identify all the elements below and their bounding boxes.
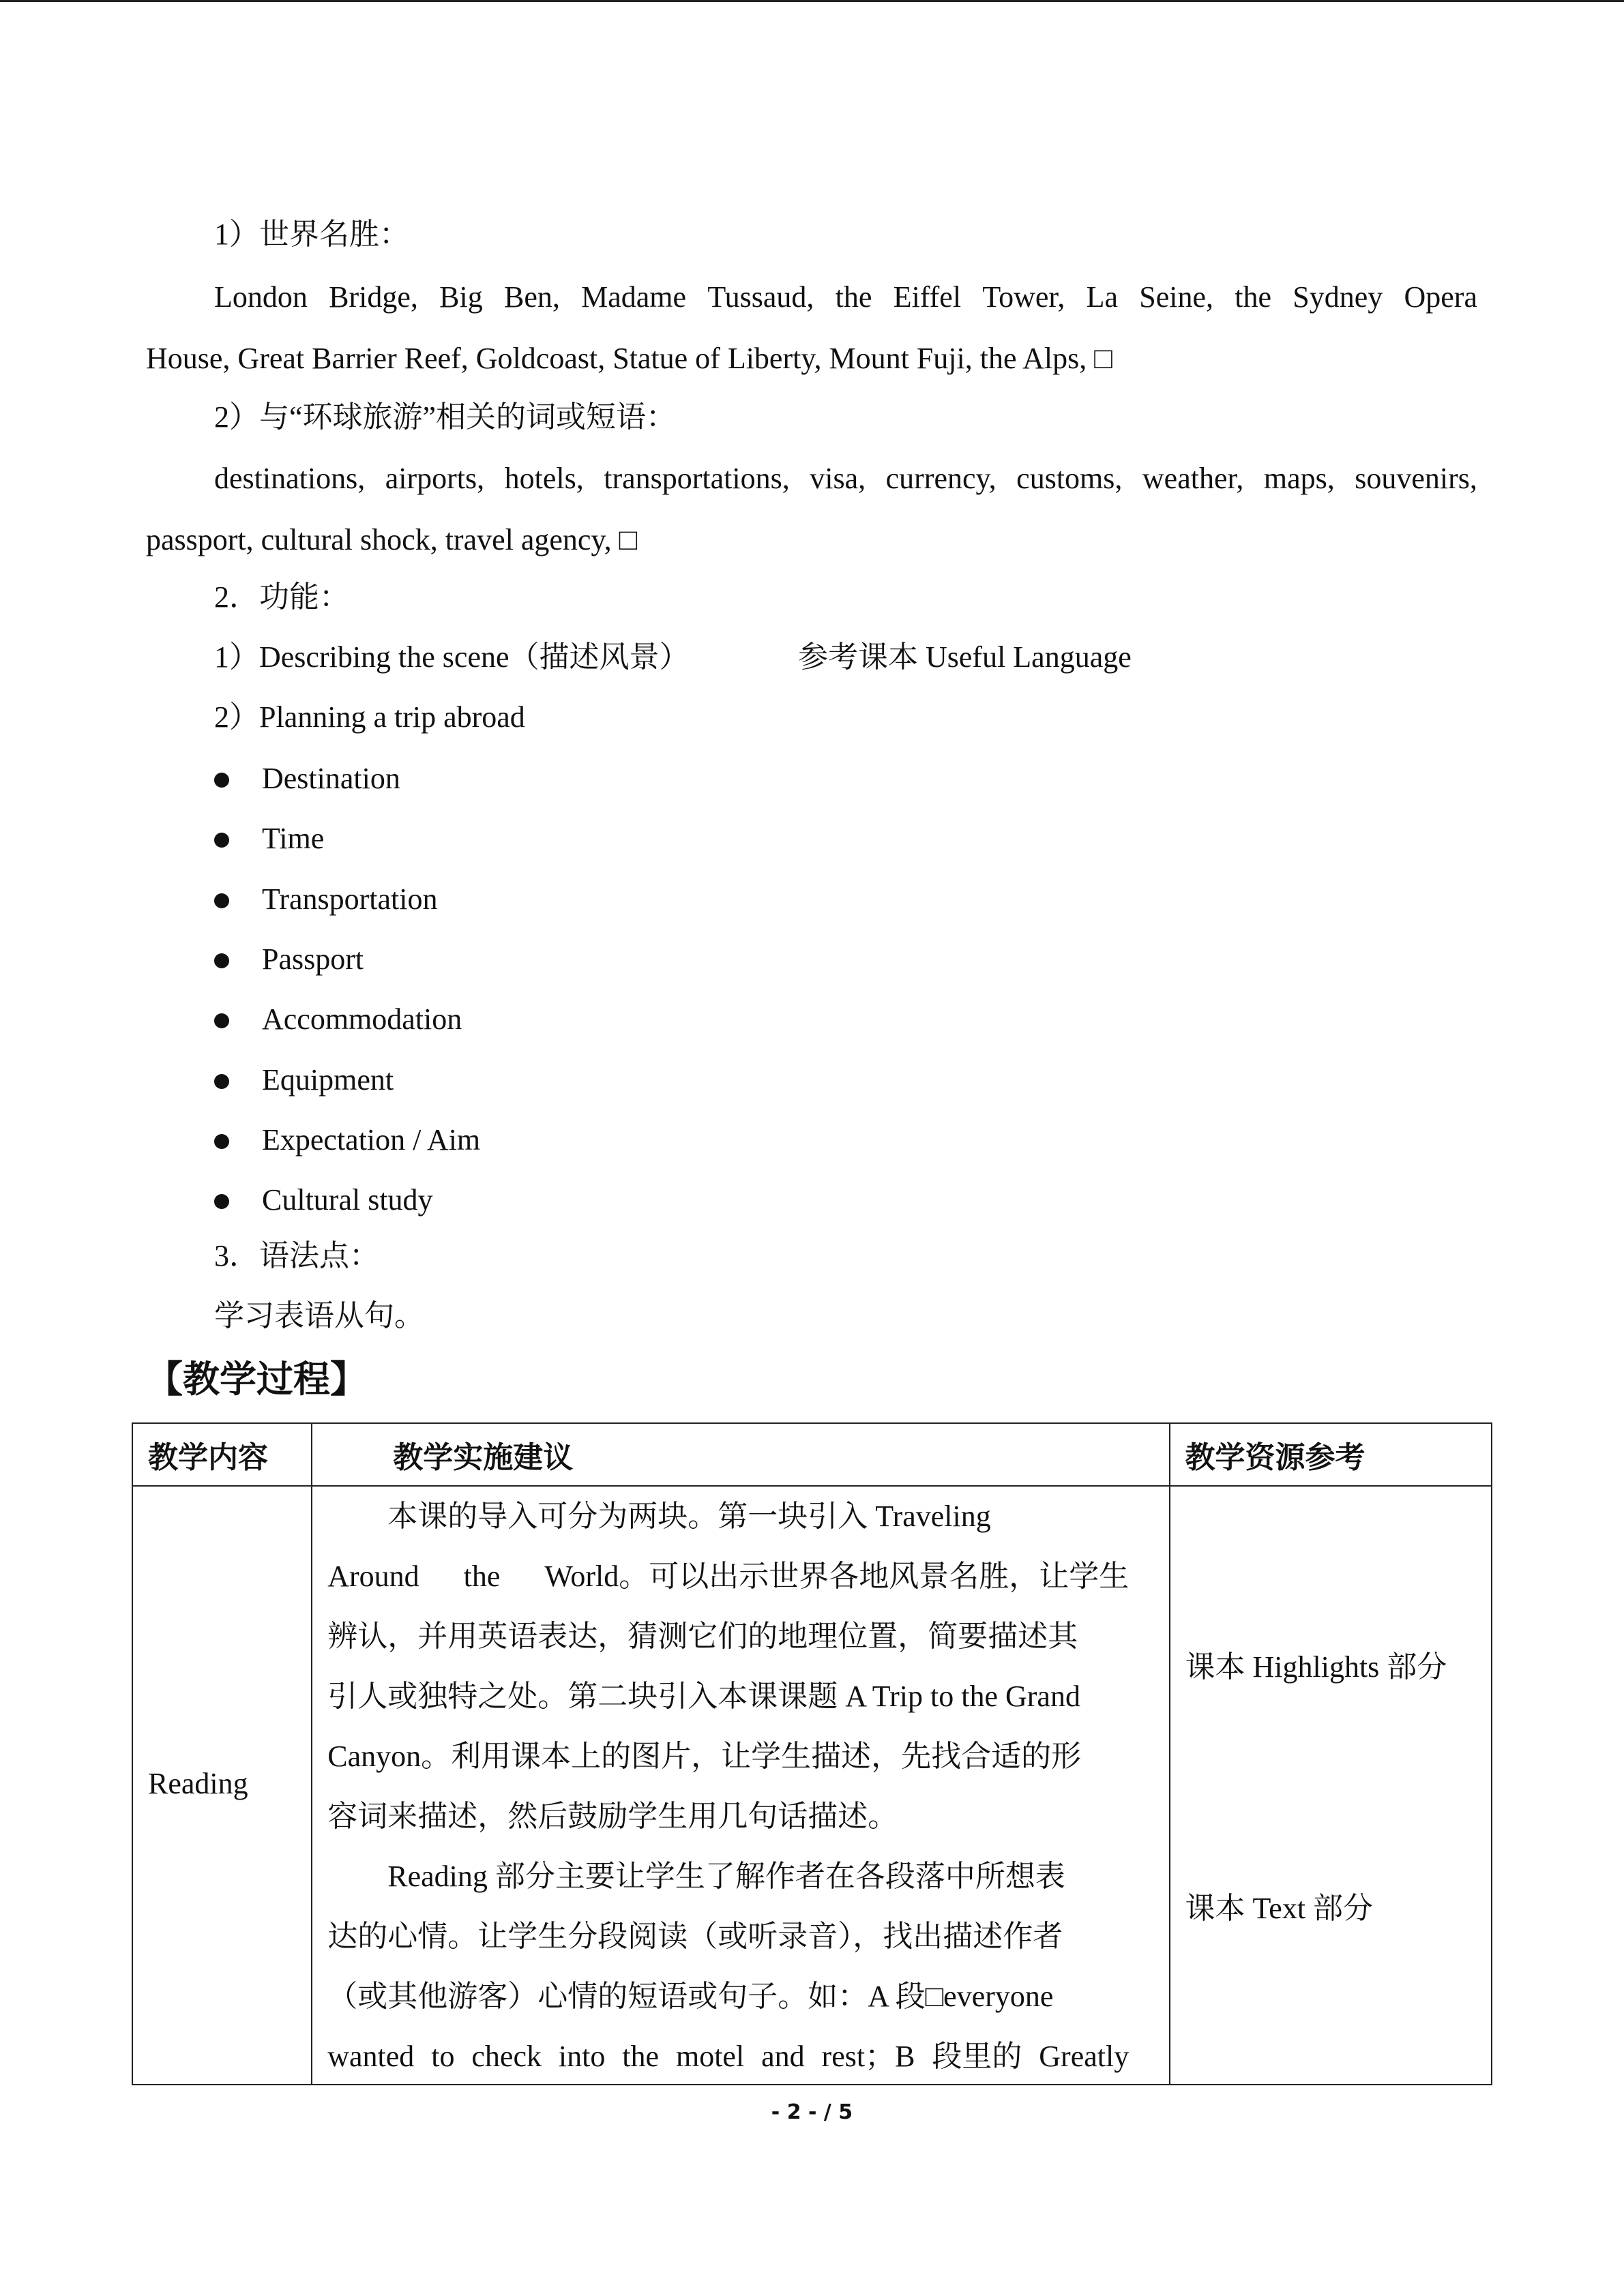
para1-line-6: 容词来描述，然后鼓励学生用几句话描述。 [327, 1800, 898, 1833]
bullet-dot-icon [214, 833, 229, 848]
para2-word: to [431, 2040, 455, 2073]
page-number: - 2 - / 5 [771, 2100, 853, 2124]
item1-heading: 1）世界名胜： [214, 218, 409, 251]
bullet-text: Cultural study [262, 1183, 433, 1217]
travel-word: hotels, [504, 462, 584, 495]
resource-text: 课本 Text 部分 [1185, 1892, 1374, 1925]
function-1: 1）Describing the scene（描述风景） [214, 640, 690, 674]
travel-word: visa, [810, 462, 866, 495]
item2-heading: 2）与“环球旅游”相关的词或短语： [214, 400, 677, 434]
travel-word: maps, [1263, 462, 1335, 495]
grammar-point: 学习表语从句。 [214, 1299, 424, 1332]
function-1-reference: 参考课本 Useful Language [798, 640, 1132, 674]
landmark-word: London [214, 280, 308, 314]
para1-word: the [463, 1560, 501, 1593]
para2-word: into [558, 2040, 606, 2073]
content-cell [132, 1486, 312, 2085]
landmark-word: Opera [1404, 280, 1477, 314]
travel-words-line-1 [214, 458, 1477, 499]
bullet-text: Destination [262, 762, 400, 795]
para1-line-4: 引人或独特之处。第二块引入本课课题 A Trip to the Grand [327, 1680, 1080, 1713]
travel-word: destinations, [214, 462, 366, 495]
bullet-dot-icon [214, 1013, 229, 1028]
travel-word: customs, [1016, 462, 1123, 495]
bullet-text: Time [262, 822, 325, 856]
landmark-word: La [1086, 280, 1118, 314]
landmark-word: Seine, [1139, 280, 1213, 314]
travel-word: weather, [1142, 462, 1244, 495]
para2-word: Greatly [1039, 2040, 1130, 2073]
section3-heading: 3．语法点： [214, 1239, 379, 1272]
bullet-text: Accommodation [262, 1002, 462, 1037]
para2-line-3: （或其他游客）心情的短语或句子。如：A 段□everyone [327, 1980, 1054, 2013]
landmark-word: Eiffel [893, 280, 962, 314]
function-2: 2）Planning a trip abroad [214, 700, 525, 734]
suggestion-paragraph-1 [327, 1487, 1129, 1847]
para2-word: motel [675, 2040, 745, 2073]
landmark-word: the [1235, 280, 1271, 314]
para2-word: the [622, 2040, 660, 2073]
para1-word: Around [327, 1560, 419, 1593]
teaching-process-table [132, 1422, 1492, 2085]
para1-line-1: 本课的导入可分为两块。第一块引入 Traveling [387, 1500, 991, 1533]
landmark-word: Sydney [1293, 280, 1383, 314]
landmark-word: Tussaud, [707, 280, 814, 314]
landmarks-line-2: House, Great Barrier Reef, Goldcoast, Statue of Liberty, Mount Fuji, the Alps, □ [146, 342, 1112, 375]
header-resources: 教学资源参考 [1170, 1423, 1492, 1486]
bullet-text: Expectation / Aim [262, 1122, 481, 1157]
bullet-dot-icon [214, 1194, 229, 1209]
resource-highlights: 课本 Highlights 部分 [1185, 1650, 1447, 1684]
para2-line-1: Reading 部分主要让学生了解作者在各段落中所想表 [387, 1860, 1065, 1893]
table-header-row [132, 1423, 1492, 1486]
para1-line-2 [327, 1547, 1129, 1607]
bullet-dot-icon [214, 773, 229, 788]
para2-word: and [761, 2040, 805, 2073]
bullet-dot-icon [214, 953, 229, 968]
suggestion-paragraph-2 [327, 1847, 1129, 2087]
travel-word: souvenirs, [1355, 462, 1477, 495]
para2-word: 段里的 [932, 2040, 1022, 2073]
bullet-dot-icon [214, 893, 229, 908]
landmark-word: Ben, [503, 280, 560, 314]
suggestions-cell [312, 1486, 1169, 2085]
bullet-text: Transportation [262, 882, 438, 916]
landmarks-line-1 [214, 277, 1477, 318]
bullet-text: Equipment [262, 1062, 394, 1097]
landmark-word: Big [439, 280, 483, 314]
header-suggestions: 教学实施建议 [312, 1423, 1169, 1486]
bullet-dot-icon [214, 1074, 229, 1089]
para1-line-5: Canyon。利用课本上的图片，让学生描述，先找合适的形 [327, 1740, 1082, 1773]
landmark-word: Bridge, [329, 280, 418, 314]
para1-line-3: 辨认，并用英语表达，猜测它们的地理位置，简要描述其 [327, 1620, 1078, 1653]
resources-cell [1170, 1486, 1492, 2085]
section2-heading: 2．功能： [214, 580, 349, 614]
landmark-word: Tower, [982, 280, 1065, 314]
para1-word: World。可以出示世界各地风景名胜，让学生 [544, 1560, 1130, 1593]
travel-word: currency, [885, 462, 996, 495]
para2-line-4 [327, 2027, 1129, 2087]
para2-word: check [471, 2040, 542, 2073]
travel-words-line-2: passport, cultural shock, travel agency, □ [146, 523, 638, 556]
content-label: Reading [148, 1766, 248, 1800]
para2-word: wanted [327, 2040, 415, 2073]
process-heading: 【教学过程】 [146, 1358, 367, 1401]
bullet-dot-icon [214, 1134, 229, 1149]
para2-line-2: 达的心情。让学生分段阅读（或听录音），找出描述作者 [327, 1920, 1063, 1953]
header-content: 教学内容 [132, 1423, 312, 1486]
travel-word: transportations, [604, 462, 790, 495]
travel-word: airports, [385, 462, 485, 495]
bullet-text: Passport [262, 942, 364, 976]
table-row [132, 1486, 1492, 2085]
para2-word: rest；B [821, 2040, 915, 2073]
landmark-word: the [835, 280, 872, 314]
landmark-word: Madame [581, 280, 687, 314]
